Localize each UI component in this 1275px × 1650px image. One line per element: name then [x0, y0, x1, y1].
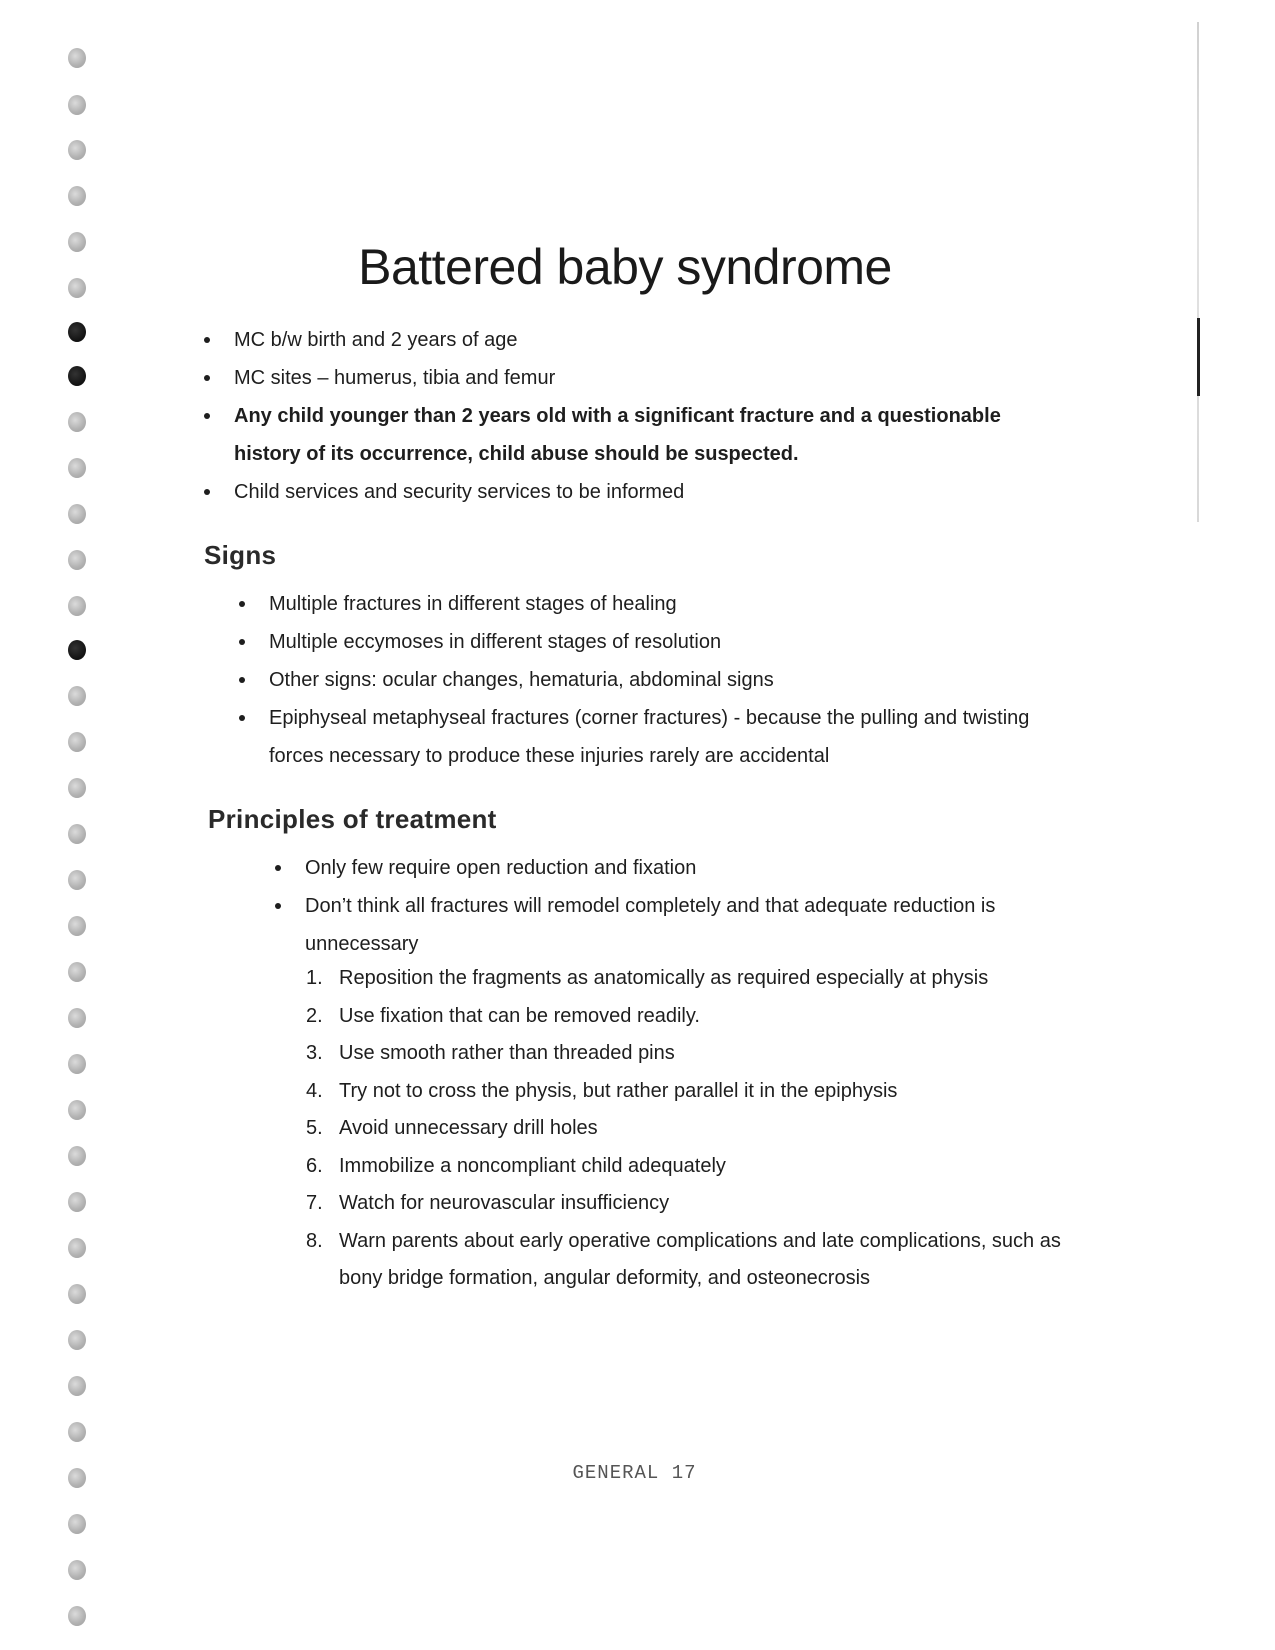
- binder-hole-icon: [68, 870, 86, 890]
- binder-hole-icon: [68, 458, 86, 478]
- list-item-text: Child services and security services to be informed: [234, 481, 685, 503]
- binder-hole-icon: [68, 1560, 86, 1580]
- list-item: [269, 585, 1069, 623]
- binder-hole-icon: [68, 48, 86, 68]
- item-number: 2.: [306, 1004, 323, 1027]
- bullet-icon: [204, 489, 210, 495]
- binder-hole-icon: [68, 778, 86, 798]
- binder-hole-icon: [68, 322, 86, 342]
- bullet-icon: [239, 715, 245, 721]
- binder-hole-icon: [68, 1008, 86, 1028]
- numbered-item: [306, 1185, 1066, 1223]
- item-number: 1.: [306, 967, 323, 989]
- item-text: Avoid unnecessary drill holes: [339, 1117, 598, 1139]
- principles-bullet-list: [305, 849, 1065, 963]
- binder-hole-icon: [68, 1100, 86, 1120]
- bullet-icon: [204, 375, 210, 381]
- list-item: [234, 397, 1034, 473]
- list-item: [305, 849, 1065, 887]
- binder-hole-icon: [68, 640, 86, 660]
- binder-hole-icon: [68, 916, 86, 936]
- scan-edge-mark: [1197, 318, 1200, 396]
- list-item-text: Other signs: ocular changes, hematuria, abdominal signs: [269, 669, 774, 691]
- list-item: [269, 623, 1069, 661]
- binder-hole-icon: [68, 412, 86, 432]
- list-item: [269, 699, 1069, 775]
- list-item-text: Don’t think all fractures will remodel completely and that adequate reduction is unnecessary: [305, 895, 996, 955]
- binder-hole-icon: [68, 186, 86, 206]
- bullet-icon: [204, 337, 210, 343]
- list-item-text: Multiple eccymoses in different stages of resolution: [269, 631, 722, 653]
- binder-hole-icon: [68, 504, 86, 524]
- numbered-item: [306, 1110, 1066, 1148]
- item-text: Try not to cross the physis, but rather parallel it in the epiphysis: [339, 1079, 898, 1102]
- item-text: Watch for neurovascular insufficiency: [339, 1192, 670, 1214]
- numbered-item: [306, 998, 1066, 1036]
- numbered-item: [306, 1148, 1066, 1186]
- page-title: Battered baby syndrome: [358, 239, 892, 295]
- binder-hole-icon: [68, 1330, 86, 1350]
- binder-hole-icon: [68, 596, 86, 616]
- binder-hole-icon: [68, 95, 86, 115]
- item-text: Use smooth rather than threaded pins: [339, 1042, 675, 1064]
- intro-bullet-list: [234, 321, 1034, 511]
- bullet-icon: [275, 865, 281, 871]
- binder-hole-icon: [68, 686, 86, 706]
- item-text: Immobilize a noncompliant child adequately: [339, 1154, 726, 1177]
- item-number: 7.: [306, 1192, 323, 1214]
- binder-hole-icon: [68, 140, 86, 160]
- item-number: 6.: [306, 1154, 323, 1177]
- numbered-item: [306, 1223, 1066, 1298]
- list-item-text: Epiphyseal metaphyseal fractures (corner fractures) - because the pulling and twisting forces necessary to produce these injuries rarely are accidental: [269, 707, 1030, 767]
- binder-hole-icon: [68, 1376, 86, 1396]
- list-item-text: Any child younger than 2 years old with a significant fracture and a questionable history of its occurrence, child abuse should be suspected.: [234, 405, 1001, 465]
- bullet-icon: [239, 639, 245, 645]
- list-item-text: MC sites – humerus, tibia and femur: [234, 367, 556, 389]
- signs-heading: Signs: [204, 540, 277, 570]
- item-number: 8.: [306, 1229, 323, 1252]
- list-item: [234, 473, 1034, 511]
- page-number-label: GENERAL 17: [572, 1462, 697, 1484]
- list-item: [234, 321, 1034, 359]
- page-footer: [0, 1462, 1275, 1484]
- bullet-icon: [239, 601, 245, 607]
- item-text: Reposition the fragments as anatomically as required especially at physis: [339, 967, 989, 989]
- list-item: [234, 359, 1034, 397]
- bullet-icon: [204, 413, 210, 419]
- item-text: Warn parents about early operative complications and late complications, such as bony bridge formation, angular deformity, and osteonecrosis: [339, 1229, 1061, 1289]
- binder-hole-icon: [68, 962, 86, 982]
- numbered-item: [306, 960, 1066, 998]
- binder-hole-icon: [68, 1054, 86, 1074]
- binder-hole-icon: [68, 1606, 86, 1626]
- item-number: 4.: [306, 1079, 323, 1102]
- list-item-text: MC b/w birth and 2 years of age: [234, 329, 518, 351]
- binder-hole-icon: [68, 366, 86, 386]
- binder-hole-icon: [68, 550, 86, 570]
- signs-list: [269, 585, 1069, 775]
- bullet-icon: [239, 677, 245, 683]
- binder-hole-icon: [68, 1422, 86, 1442]
- binder-hole-icon: [68, 1514, 86, 1534]
- binder-hole-icon: [68, 1284, 86, 1304]
- binder-hole-icon: [68, 1238, 86, 1258]
- binder-hole-icon: [68, 824, 86, 844]
- list-item: [305, 887, 1065, 963]
- numbered-item: [306, 1035, 1066, 1073]
- list-item: [269, 661, 1069, 699]
- binder-hole-icon: [68, 1192, 86, 1212]
- item-number: 5.: [306, 1117, 323, 1139]
- item-number: 3.: [306, 1042, 323, 1064]
- binder-hole-icon: [68, 732, 86, 752]
- list-item-text: Multiple fractures in different stages of healing: [269, 593, 677, 615]
- binder-hole-icon: [68, 1146, 86, 1166]
- bullet-icon: [275, 903, 281, 909]
- principles-heading: Principles of treatment: [208, 804, 497, 834]
- numbered-item: [306, 1073, 1066, 1111]
- list-item-text: Only few require open reduction and fixation: [305, 857, 697, 879]
- principles-numbered-list: [306, 960, 1066, 1298]
- item-text: Use fixation that can be removed readily.: [339, 1004, 700, 1027]
